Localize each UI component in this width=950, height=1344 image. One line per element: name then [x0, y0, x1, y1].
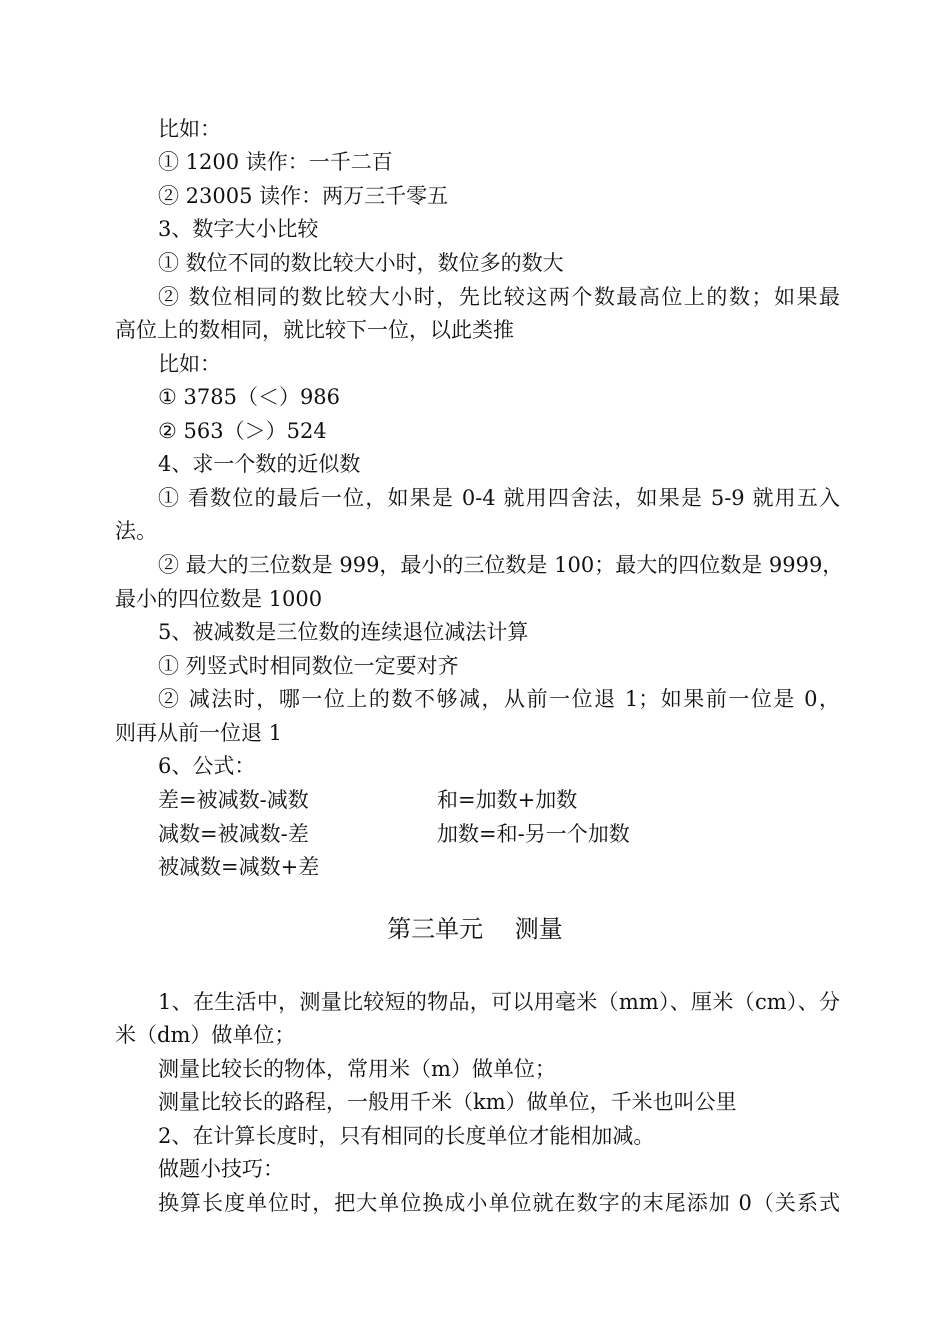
- formula: 减数=被减数-差: [158, 822, 309, 846]
- text-line: ① 3785（＜）986: [158, 385, 341, 409]
- text-line: 米（dm）做单位；: [115, 1023, 296, 1047]
- text-line: 测量比较长的路程，一般用千米（km）做单位，千米也叫公里: [158, 1090, 737, 1114]
- text-line: ① 数位不同的数比较大小时，数位多的数大: [158, 251, 564, 275]
- list-heading: 4、求一个数的近似数: [158, 452, 361, 476]
- formula: 差=被减数-减数: [158, 788, 309, 812]
- text-line: 最小的四位数是 1000: [115, 587, 323, 611]
- text-line: 比如：: [158, 352, 221, 376]
- text-line: 测量比较长的物体，常用米（m）做单位；: [158, 1057, 556, 1081]
- section-title: 第三单元 测量: [387, 915, 563, 943]
- text-line: ① 看数位的最后一位，如果是 0-4 就用四舍法，如果是 5-9 就用五入: [158, 486, 840, 510]
- formula: 被减数=减数+差: [158, 855, 320, 879]
- formula-row: [158, 820, 840, 848]
- list-heading: 3、数字大小比较: [158, 217, 319, 241]
- text-line: ② 23005 读作：两万三千零五: [158, 184, 449, 208]
- text-line: 法。: [115, 519, 157, 543]
- text-line: 高位上的数相同，就比较下一位，以此类推: [115, 318, 514, 342]
- list-heading: 5、被减数是三位数的连续退位减法计算: [158, 620, 529, 644]
- list-heading: 6、公式：: [158, 754, 256, 778]
- text-line: ① 1200 读作：一千二百: [158, 150, 393, 174]
- text-line: ② 563（＞）524: [158, 419, 327, 443]
- text-line: 1、在生活中，测量比较短的物品，可以用毫米（mm）、厘米（cm）、分: [158, 990, 840, 1014]
- text-line: 则再从前一位退 1: [115, 721, 283, 745]
- formula-row: [158, 853, 840, 881]
- text-line: ② 数位相同的数比较大小时，先比较这两个数最高位上的数；如果最: [158, 285, 840, 309]
- text-line: ② 减法时，哪一位上的数不够减，从前一位退 1；如果前一位是 0，: [158, 687, 840, 711]
- formula-row: [158, 786, 840, 814]
- formula: 加数=和-另一个加数: [437, 822, 630, 846]
- text-line: ② 最大的三位数是 999，最小的三位数是 100；最大的四位数是 9999，: [158, 553, 844, 577]
- list-heading: 2、在计算长度时，只有相同的长度单位才能相加减。: [158, 1124, 655, 1148]
- formula: 和=加数+加数: [437, 788, 578, 812]
- text-line: 做题小技巧：: [158, 1157, 284, 1181]
- text-line: 换算长度单位时，把大单位换成小单位就在数字的末尾添加 0（关系式: [158, 1191, 840, 1215]
- text-line: 比如：: [158, 117, 221, 141]
- text-line: ① 列竖式时相同数位一定要对齐: [158, 654, 459, 678]
